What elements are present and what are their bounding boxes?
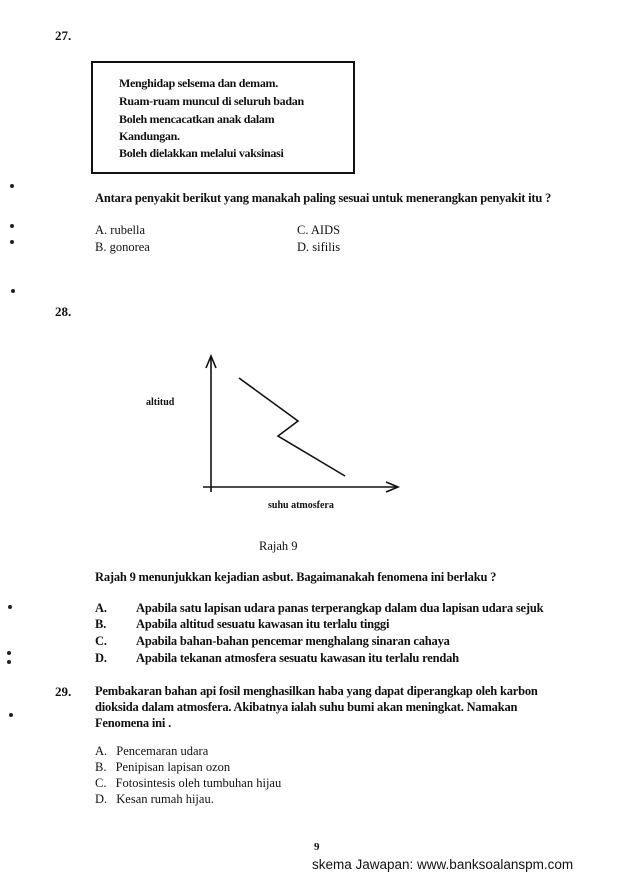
option-letter: A. [95,744,108,758]
option-letter: C. [95,634,107,648]
scan-speck [7,651,11,655]
question-28-option-a[interactable] [95,601,107,616]
option-text: Fotosintesis oleh tumbuhan hijau [115,776,282,790]
symptom-line: Boleh dielakkan melalui vaksinasi [119,146,284,160]
option-text: gonorea [109,240,150,254]
question-29-option-c[interactable] [95,776,281,791]
question-28-option-d-text[interactable]: Apabila tekanan atmosfera sesuatu kawasan itu terlalu rendah [136,651,459,665]
option-letter: B. [95,240,107,254]
question-27-option-c[interactable] [297,223,340,238]
option-letter: D. [297,240,310,254]
option-letter: D. [95,651,107,665]
option-letter: C. [297,223,309,237]
question-28-option-c-text[interactable]: Apabila bahan-bahan pencemar menghalang sinaran cahaya [136,634,450,648]
question-28-option-b[interactable] [95,617,106,632]
option-text: sifilis [312,240,341,254]
symptom-line: Menghidap selsema dan demam. [119,76,278,90]
question-27-symptom-box [91,61,355,174]
scan-speck [10,240,14,244]
symptom-line: Boleh mencacatkan anak dalam [119,112,275,126]
question-29-number: 29. [55,684,72,699]
option-text: Kesan rumah hijau. [116,792,214,806]
question-29-text-line: Fenomena ini . [95,716,172,730]
question-28-option-c[interactable] [95,634,107,649]
question-27-option-a[interactable] [95,223,145,238]
figure-temperature-profile-line [239,378,345,476]
question-28-option-a-text[interactable]: Apabila satu lapisan udara panas terperangkap dalam dua lapisan udara sejuk [136,601,544,615]
question-28-number: 28. [55,304,72,319]
option-text: rubella [110,223,145,237]
scan-speck [8,605,12,609]
scan-speck [9,713,13,717]
option-text: AIDS [310,223,341,237]
figure-y-axis-arrowhead [206,356,216,368]
scan-speck [10,184,14,188]
question-29-option-b[interactable] [95,760,230,775]
option-letter: A. [95,601,107,615]
question-28-option-d[interactable] [95,651,107,666]
figure-caption: Rajah 9 [259,539,298,553]
question-27-option-b[interactable] [95,240,150,255]
option-letter: B. [95,617,107,631]
symptom-line: Ruam-ruam muncul di seluruh badan [119,94,304,108]
question-27-number: 27. [55,28,72,43]
footer-source-text: skema Jawapan: www.banksoalanspm.com [312,857,574,872]
scan-speck [7,660,11,664]
scan-speck [11,289,15,293]
option-text: Pencemaran udara [116,744,209,758]
question-28-text: Rajah 9 menunjukkan kejadian asbut. Bagaimanakah fenomena ini berlaku ? [95,570,497,584]
option-letter: C. [95,776,107,790]
option-text: Penipisan lapisan ozon [115,760,231,774]
question-29-option-a[interactable] [95,744,208,759]
option-letter: B. [95,760,107,774]
symptom-line: Kandungan. [119,129,180,143]
figure-y-label: altitud [146,397,175,408]
figure-x-label: suhu atmosfera [268,500,334,511]
question-29-text-line: Pembakaran bahan api fosil menghasilkan haba yang dapat diperangkap oleh karbon [95,684,538,698]
option-letter: A. [95,223,108,237]
question-29-text-line: dioksida dalam atmosfera. Akibatnya ialah suhu bumi akan meningkat. Namakan [95,700,518,714]
scan-speck [10,224,14,228]
question-27-text: Antara penyakit berikut yang manakah paling sesuai untuk menerangkan penyakit itu ? [95,191,552,205]
page-number: 9 [314,841,320,853]
figure-x-axis-arrowhead [386,482,398,492]
question-29-option-d[interactable] [95,792,214,807]
question-27-option-d[interactable] [297,240,340,255]
option-letter: D. [95,792,108,806]
question-28-option-b-text[interactable]: Apabila altitud sesuatu kawasan itu terlalu tinggi [136,617,390,631]
